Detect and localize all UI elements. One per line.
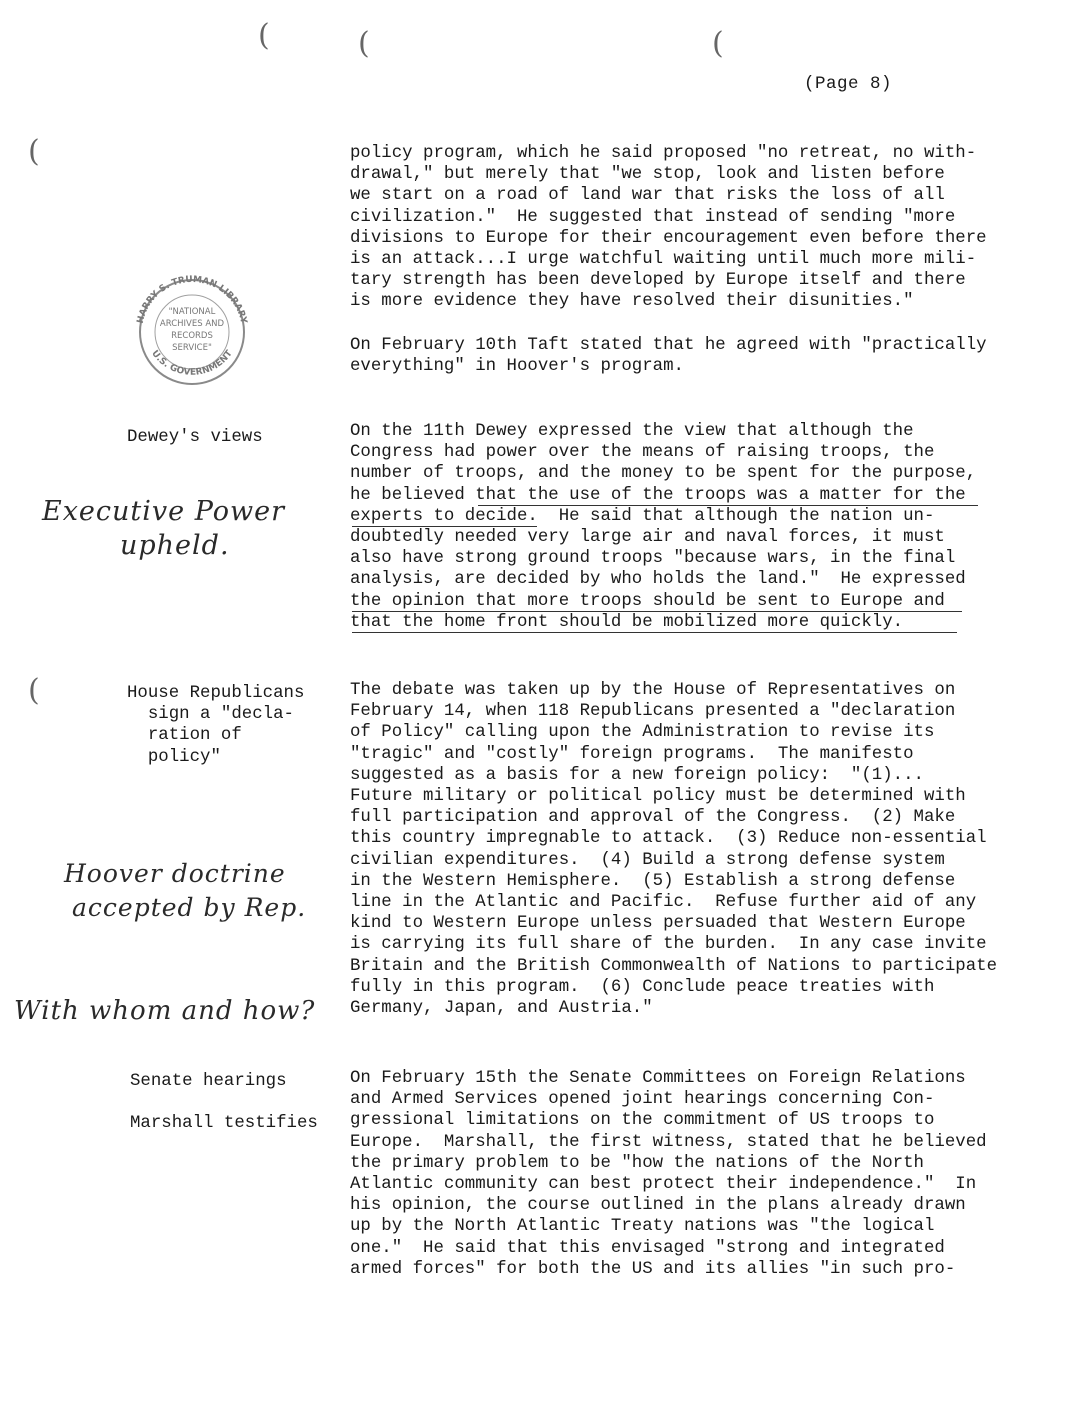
punch-hole-mark: ( (358, 26, 370, 61)
handwritten-underline (352, 526, 537, 527)
handwritten-underline (352, 611, 962, 612)
paragraph-dewey-views: On the 11th Dewey expressed the view that although the Congress had power over the means of raising troops, the number of troops, and the money to be spent for the purpose, he believed that the use of the troops was a matter for the experts to decide. He said that although the nation un- doubtedly needed very large air and naval forces, it must also have strong ground troops "because wars, in the final analysis, are decided by who holds the land." He expressed the opinion that more troops should be sent to Europe and that the home front should be mobilized more quickly. (350, 422, 977, 632)
handwritten-note-line: accepted by Rep. (72, 893, 307, 922)
archive-stamp (122, 270, 262, 385)
side-label-dewey: Dewey's views (127, 428, 263, 447)
handwritten-note-line: Hoover doctrine (64, 859, 286, 888)
stamp-line: RECORDS (171, 331, 213, 341)
handwritten-note-line: Executive Power (42, 496, 286, 527)
paragraph-hoover-program: policy program, which he said proposed "no retreat, no with- drawal," but merely that "we stop, look and listen before we start on a road of land war that risks the loss of all civilization." He suggested that instead of sending "more divisions to Europe for their encouragement even before there is an attack...I urge watchful waiting until much more mili- tary strength has been developed by Europe itself and there is more evidence they have resolved their disunities." (350, 144, 987, 312)
paragraph-senate-hearings: On February 15th the Senate Committees on Foreign Relations and Armed Services opened joint hearings concerning Con- gressional limitations on the commitment of US troops to Europe. Marshall, the first witness, stated that he believed the primary problem to be "how the nations of the North Atlantic community can best protect their independence." In his opinion, the course outlined in the plans already drawn up by the North Atlantic Treaty nations was "the logical one." He said that this envisaged "strong and integrated armed forces" for both the US and its allies "in such pro- (350, 1069, 987, 1279)
stamp-line: ARCHIVES AND (159, 319, 225, 329)
handwritten-note-line: With whom and how? (14, 996, 316, 1026)
margin-mark: ( (28, 673, 40, 708)
page-number: (Page 8) (804, 74, 893, 94)
handwritten-underline (352, 632, 957, 633)
paragraph-taft-agrees: On February 10th Taft stated that he agreed with "practically everything" in Hoover's program. (350, 336, 987, 377)
side-label-house-republicans: House Republicans sign a "decla- ration of policy" (127, 684, 305, 767)
handwritten-underline (478, 505, 978, 506)
stamp-line: SERVICE" (172, 343, 212, 353)
paragraph-house-declaration: The debate was taken up by the House of Representatives on February 14, when 118 Republicans presented a "declaration of Policy" calling upon the Administration to revise its "tragic" and "costly" foreign programs. The manifesto suggested as a basis for a new foreign policy: "(1)... Future military or political policy must be determined with full participation and approval of the Congress. (2) Make this country impregnable to attack. (3) Reduce non-essential civilian expenditures. (4) Build a strong defense system in the Western Hemisphere. (5) Establish a strong defense line in the Atlantic and Pacific. Refuse further aid of any kind to Western Europe unless persuaded that Western Europe is carrying its full share of the burden. In any case invite Britain and the British Commonwealth of Nations to participate fully in this program. (6) Conclude peace treaties with Germany, Japan, and Austria." (350, 681, 998, 1019)
stamp-line: "NATIONAL (168, 307, 216, 317)
punch-hole-mark: ( (712, 26, 724, 61)
margin-mark: ( (28, 134, 40, 169)
stamp-top-text: HARRY S. TRUMAN LIBRARY (135, 274, 249, 325)
punch-hole-mark: ( (258, 18, 270, 53)
stamp-bottom-text: U.S. GOVERNMENT (149, 348, 235, 378)
side-label-senate-marshall: Senate hearings Marshall testifies (130, 1072, 318, 1134)
handwritten-note-line: upheld. (120, 530, 230, 561)
